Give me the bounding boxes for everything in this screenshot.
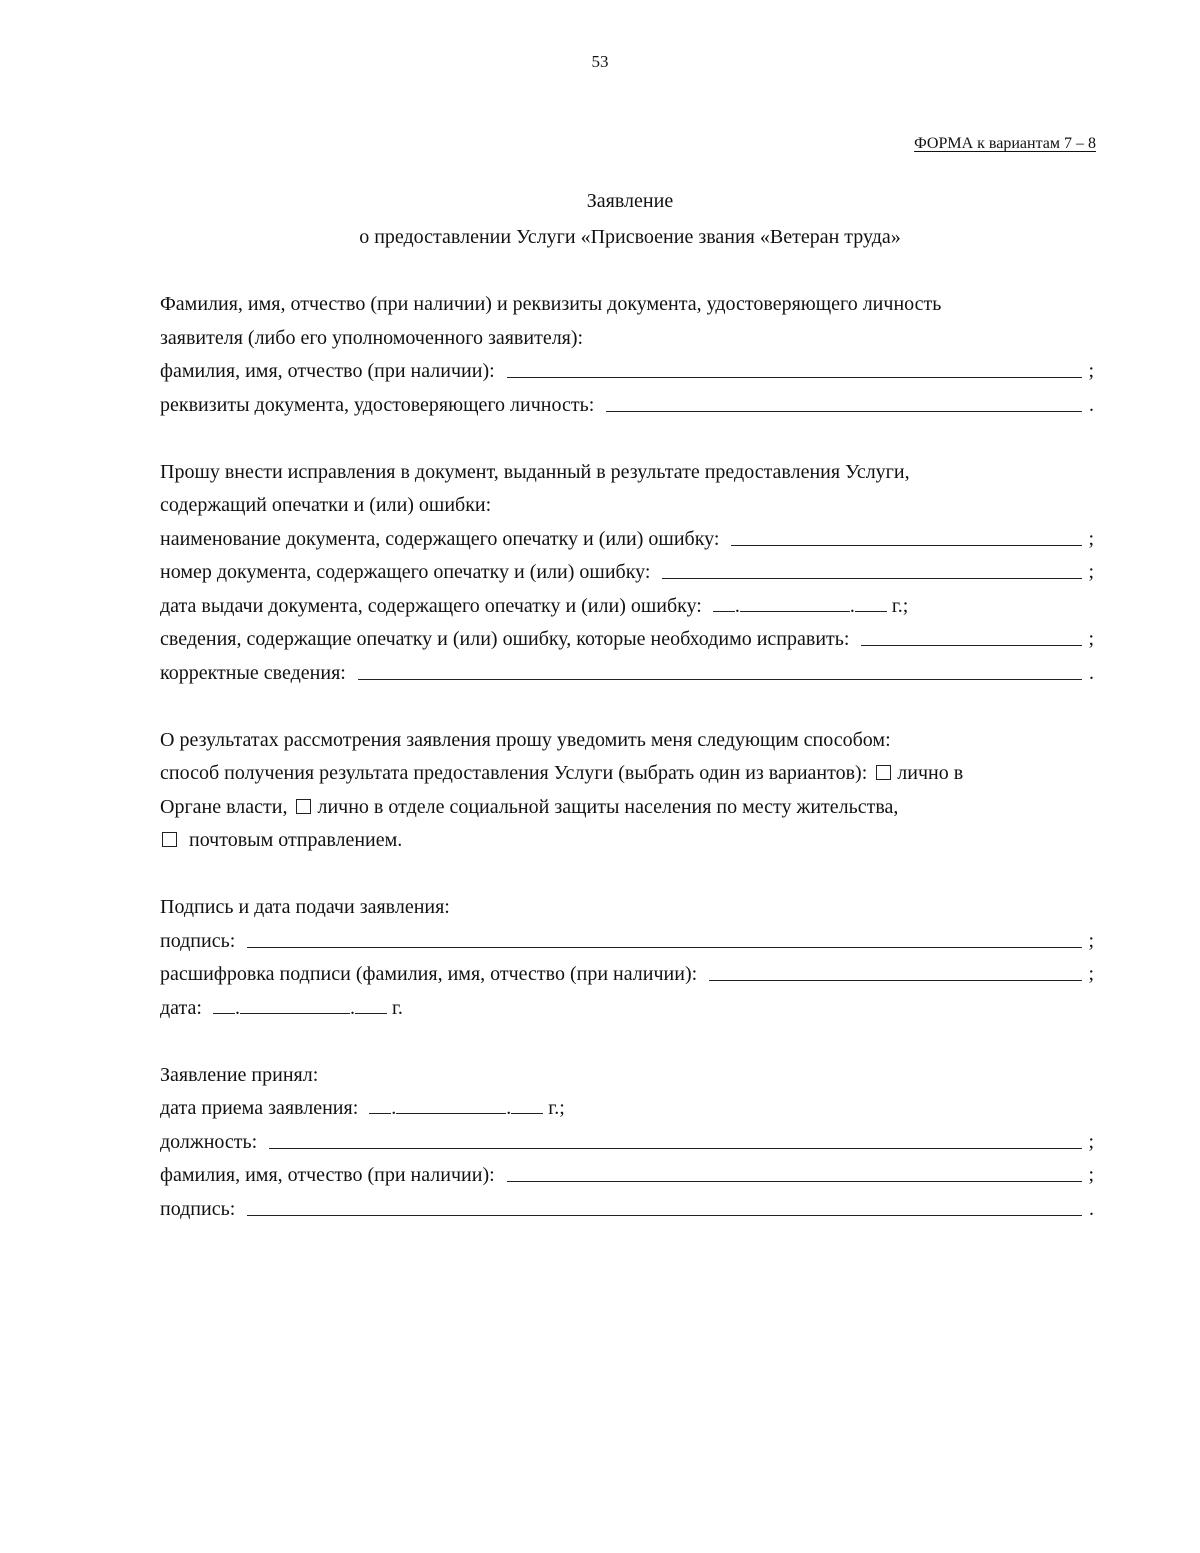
document-subtitle: о предоставлении Услуги «Присвоение звания «Ветеран труда» xyxy=(359,226,901,248)
signature-decode-row xyxy=(160,958,1094,992)
accepted-sign-field[interactable] xyxy=(247,1193,1082,1216)
accepted-date-label: дата приема заявления: xyxy=(160,1097,359,1119)
accepted-date-field[interactable]: . . xyxy=(369,1092,543,1126)
signature-label: подпись: xyxy=(160,929,236,952)
option-social-checkbox[interactable] xyxy=(296,799,311,814)
doc-number-field[interactable] xyxy=(662,556,1082,579)
doc-name-end: ; xyxy=(1088,527,1094,550)
signature-end: ; xyxy=(1088,929,1094,952)
correction-intro-line-2: содержащий опечатки и (или) ошибки: xyxy=(160,494,492,516)
applicant-intro-line-2: заявителя (либо его уполномоченного заявителя): xyxy=(160,326,584,349)
option-social-label: лично в отделе социальной защиты населения по месту жительства, xyxy=(317,795,899,818)
signature-intro: Подпись и дата подачи заявления: xyxy=(160,896,450,918)
wrong-info-field[interactable] xyxy=(861,623,1082,646)
wrong-info-row xyxy=(160,623,1094,657)
accepted-name-label: фамилия, имя, отчество (при наличии): xyxy=(160,1164,495,1186)
accepted-sign-label: подпись: xyxy=(160,1197,236,1220)
notification-intro: О результатах рассмотрения заявления прошу уведомить меня следующим способом: xyxy=(160,728,891,751)
applicant-doc-field[interactable] xyxy=(606,389,1082,412)
correct-info-label: корректные сведения: xyxy=(160,661,346,684)
accepted-date-suffix: г.; xyxy=(548,1097,565,1119)
accepted-name-end: ; xyxy=(1088,1164,1094,1186)
correct-info-row xyxy=(160,657,1094,691)
correction-intro-line-1: Прошу внести исправления в документ, выданный в результате предоставления Услуги, xyxy=(160,460,910,483)
option-mail-label: почтовым отправлением. xyxy=(189,829,403,851)
issue-date-suffix: г.; xyxy=(891,594,909,617)
notification-options-line xyxy=(160,791,1094,825)
form-body xyxy=(160,288,1094,1226)
form-tag: ФОРМА к вариантам 7 – 8 xyxy=(914,135,1096,152)
signature-date-label: дата: xyxy=(160,996,202,1019)
signature-decode-field[interactable] xyxy=(709,958,1082,981)
notification-method-line xyxy=(160,757,1094,791)
doc-number-end: ; xyxy=(1088,561,1094,583)
accepted-name-row xyxy=(160,1159,1094,1193)
doc-name-field[interactable] xyxy=(731,523,1082,546)
applicant-name-label: фамилия, имя, отчество (при наличии): xyxy=(160,360,495,382)
notification-mail-line xyxy=(160,824,1094,858)
option-mail-checkbox[interactable] xyxy=(162,832,177,847)
signature-date-suffix: г. xyxy=(391,996,403,1019)
doc-name-row xyxy=(160,523,1094,557)
accepted-position-field[interactable] xyxy=(269,1126,1082,1149)
signature-decode-label: расшифровка подписи (фамилия, имя, отчество (при наличии): xyxy=(160,963,698,985)
option-authority-label-b: Органе власти, xyxy=(160,795,288,818)
issue-date-label: дата выдачи документа, содержащего опечатку и (или) ошибку: xyxy=(160,594,702,617)
accepted-position-end: ; xyxy=(1088,1130,1094,1153)
wrong-info-label: сведения, содержащие опечатку и (или) ошибку, которые необходимо исправить: xyxy=(160,628,850,650)
accepted-sign-end: . xyxy=(1089,1197,1094,1220)
doc-name-label: наименование документа, содержащего опечатку и (или) ошибку: xyxy=(160,527,720,550)
signature-date-field[interactable]: . . xyxy=(213,992,387,1026)
doc-number-label: номер документа, содержащего опечатку и (или) ошибку: xyxy=(160,561,651,583)
applicant-name-field[interactable] xyxy=(507,355,1082,378)
issue-date-field[interactable]: . . xyxy=(713,590,887,624)
signature-decode-end: ; xyxy=(1088,963,1094,985)
accepted-sign-row xyxy=(160,1193,1094,1227)
accepted-date-row xyxy=(160,1092,1094,1126)
signature-date-row xyxy=(160,992,1094,1026)
option-authority-checkbox[interactable] xyxy=(876,765,891,780)
accepted-position-row xyxy=(160,1126,1094,1160)
correct-info-end: . xyxy=(1089,661,1094,684)
signature-field[interactable] xyxy=(247,925,1082,948)
applicant-doc-end: . xyxy=(1089,393,1094,416)
applicant-intro-line-1: Фамилия, имя, отчество (при наличии) и реквизиты документа, удостоверяющего личность xyxy=(160,293,942,315)
applicant-name-row xyxy=(160,355,1094,389)
applicant-name-end: ; xyxy=(1088,360,1094,382)
correct-info-field[interactable] xyxy=(358,657,1082,680)
issue-date-row xyxy=(160,590,1094,624)
notification-method-prefix: способ получения результата предоставления Услуги (выбрать один из вариантов): xyxy=(160,762,868,784)
document-title: Заявление xyxy=(586,190,674,212)
page-number: 53 xyxy=(591,52,609,71)
applicant-doc-label: реквизиты документа, удостоверяющего личность: xyxy=(160,393,595,416)
doc-number-row xyxy=(160,556,1094,590)
signature-row xyxy=(160,925,1094,959)
wrong-info-end: ; xyxy=(1088,628,1094,650)
accepted-position-label: должность: xyxy=(160,1130,258,1153)
accepted-intro: Заявление принял: xyxy=(160,1063,319,1086)
applicant-doc-row xyxy=(160,389,1094,423)
accepted-name-field[interactable] xyxy=(507,1159,1082,1182)
option-authority-label-a: лично в xyxy=(897,762,964,784)
